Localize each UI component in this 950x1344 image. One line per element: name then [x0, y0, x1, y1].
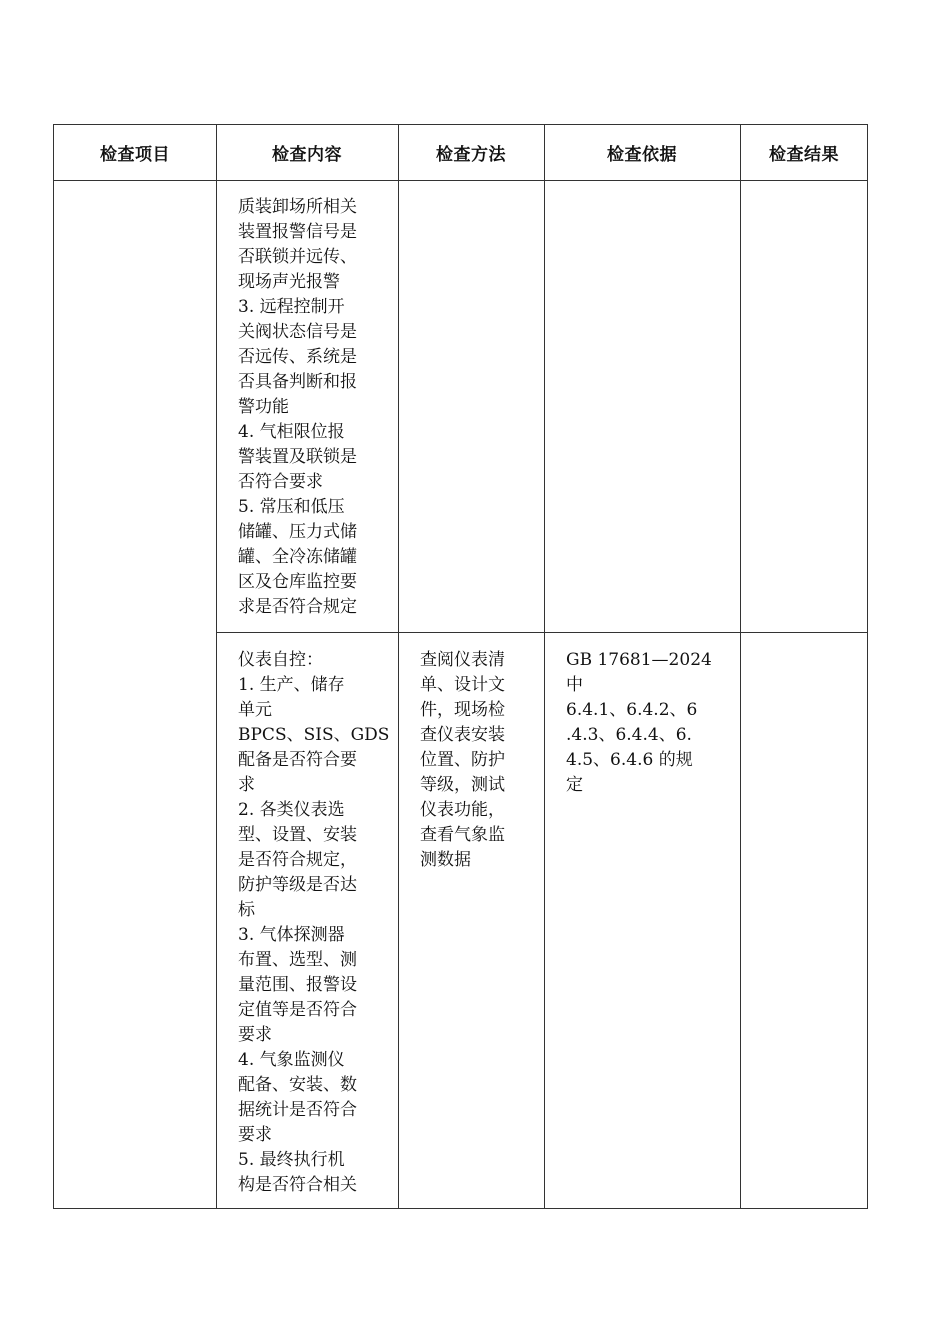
column-divider — [740, 125, 741, 1208]
header-divider — [54, 180, 867, 181]
column-divider — [216, 125, 217, 1208]
header-inspection-basis: 检查依据 — [607, 145, 677, 165]
row1-content: 质装卸场所相关 装置报警信号是 否联锁并远传、 现场声光报警 3. 远程控制开 关阀状态信号是 否远传、系统是 否具备判断和报 警功能 4. 气柜限位报 警装置及联锁是 否符合要求 5. 常压和低压 储罐、压力式储 罐、全冷冻储罐 区及仓库监控要 求是否符合规定 — [238, 197, 357, 617]
row2-content: 仪表自控： 1. 生产、储存 单元 BPCS、SIS、GDS 配备是否符合要 求 2. 各类仪表选 型、设置、安装 是否符合规定， 防护等级是否达 标 3. 气体探测器 布置、选型、测 量范围、报警设 定值等是否符合 要求 4. 气象监测仪 配备、安装、数 据统计是否符合 要求 5. 最终执行机 构是否符合相关 — [238, 650, 390, 1195]
header-inspection-method: 检查方法 — [436, 145, 506, 165]
column-divider — [544, 125, 545, 1208]
row2-method: 查阅仪表清 单、设计文 件，现场检 查仪表安装 位置、防护 等级，测试 仪表功能， 查看气象监 测数据 — [420, 650, 505, 870]
row2-basis: GB 17681—2024 中 6.4.1、6.4.2、6 .4.3、6.4.4、6. 4.5、6.4.6 的规 定 — [566, 650, 712, 795]
row-divider — [216, 632, 867, 633]
header-inspection-result: 检查结果 — [769, 145, 839, 165]
inspection-table — [53, 124, 868, 1209]
header-inspection-content: 检查内容 — [272, 145, 342, 165]
header-inspection-item: 检查项目 — [100, 145, 170, 165]
column-divider — [398, 125, 399, 1208]
